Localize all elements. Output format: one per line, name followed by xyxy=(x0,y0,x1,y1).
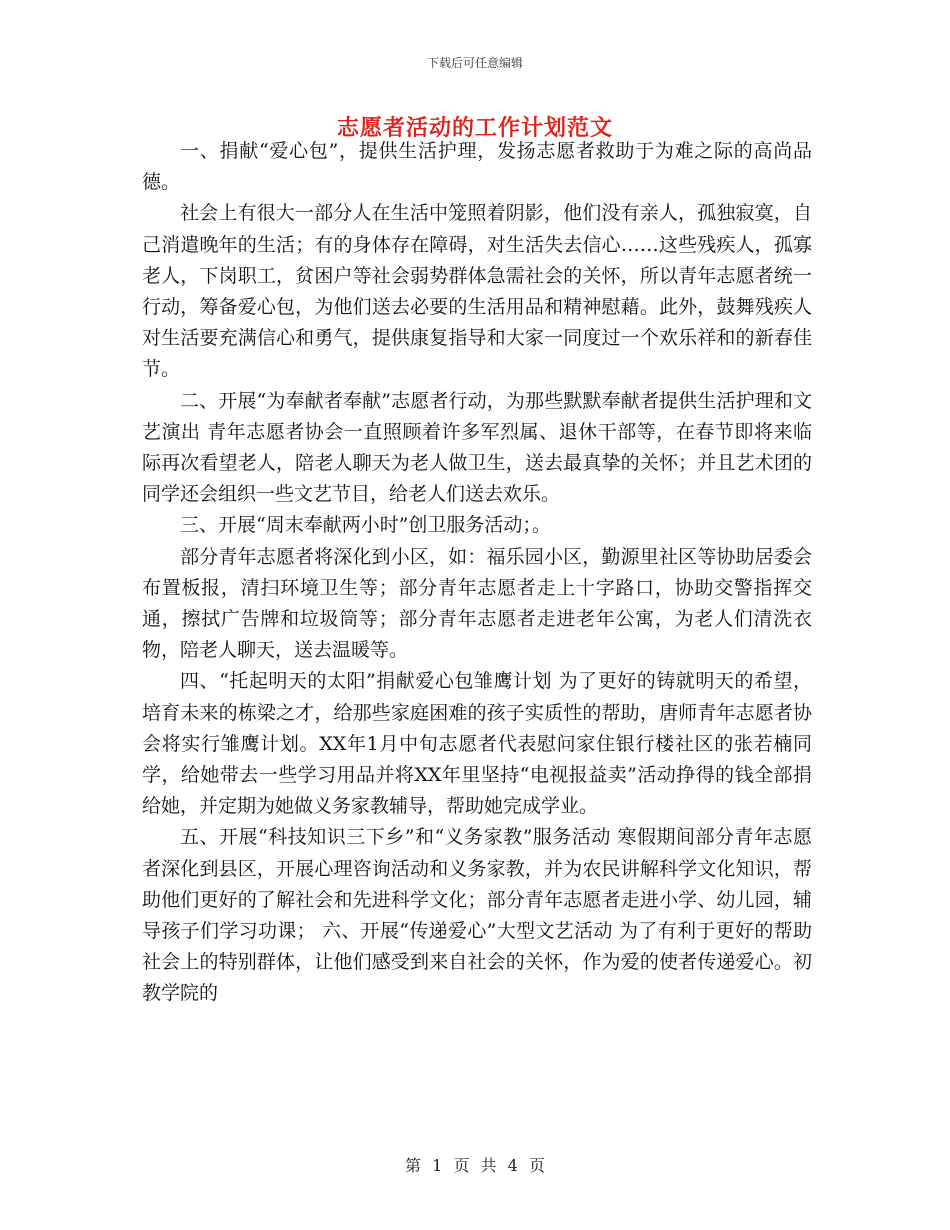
footer-page-word: 页 xyxy=(453,1156,470,1175)
paragraph: 一、捐献“爱心包”，提供生活护理，发扬志愿者救助于为难之际的高尚品德。 xyxy=(142,140,812,194)
footer-suffix: 页 xyxy=(528,1156,545,1175)
document-body xyxy=(142,136,812,1010)
paragraph: 部分青年志愿者将深化到小区，如：福乐园小区，勤源里社区等协助居委会布置板报，清扫环境卫生等；部分青年志愿者走上十字路口，协助交警指挥交通，擦拭广告牌和垃圾筒等；部分青年志愿者走进老年公寓，为老人们清洗衣物，陪老人聊天，送去温暖等。 xyxy=(142,545,812,662)
total-page-count: 4 xyxy=(507,1156,518,1175)
footer-total-word: 共 xyxy=(480,1156,497,1175)
paragraph: 五、开展“科技知识三下乡”和“义务家教”服务活动 寒假期间部分青年志愿者深化到县区，开展心理咨询活动和义务家教，并为农民讲解科学文化知识，帮助他们更好的了解社会和先进科学文化；部分青年志愿者走进小学、幼儿园，辅导孩子们学习功课； 六、开展“传递爱心”大型文艺活动 为了有利于更好的帮助社会上的特别群体，让他们感受到来自社会的关怀，作为爱的使者传递爱心。初教学院的 xyxy=(142,826,812,1005)
paragraph: 三、开展“周末奉献两小时”创卫服务活动；。 xyxy=(180,514,551,537)
footer-prefix: 第 xyxy=(405,1156,422,1175)
current-page-number: 1 xyxy=(432,1156,443,1175)
page-footer xyxy=(0,1153,950,1176)
paragraph: 二、开展“为奉献者奉献”志愿者行动，为那些默默奉献者提供生活护理和文艺演出 青年志愿者协会一直照顾着许多军烈属、退休干部等，在春节即将来临际再次看望老人，陪老人聊天为老人做卫生，送去最真挚的关怀；并且艺术团的同学还会组织一些文艺节目，给老人们送去欢乐。 xyxy=(142,389,812,506)
header-note: 下载后可任意编辑 xyxy=(426,56,523,70)
paragraph: 社会上有很大一部分人在生活中笼照着阴影，他们没有亲人，孤独寂寞，自己消遣晚年的生活；有的身体存在障碍，对生活失去信心……这些残疾人，孤寡老人，下岗职工，贫困户等社会弱势群体急需社会的关怀，所以青年志愿者统一行动，筹备爱心包，为他们送去必要的生活用品和精神慰藉。此外，鼓舞残疾人对生活要充满信心和勇气，提供康复指导和大家一同度过一个欢乐祥和的新春佳节。 xyxy=(142,202,812,381)
paragraph: 四、“托起明天的太阳”捐献爱心包雏鹰计划 为了更好的铸就明天的希望，培育未来的栋梁之才，给那些家庭困难的孩子实质性的帮助，唐师青年志愿者协会将实行雏鹰计划。XX年1月中旬志愿者代表慰问家住银行楼社区的张若楠同学，给她带去一些学习用品并将XX年里坚持“电视报益卖”活动挣得的钱全部捐给她，并定期为她做义务家教辅导，帮助她完成学业。 xyxy=(142,670,812,818)
document-title: 志愿者活动的工作计划范文 xyxy=(336,115,613,141)
